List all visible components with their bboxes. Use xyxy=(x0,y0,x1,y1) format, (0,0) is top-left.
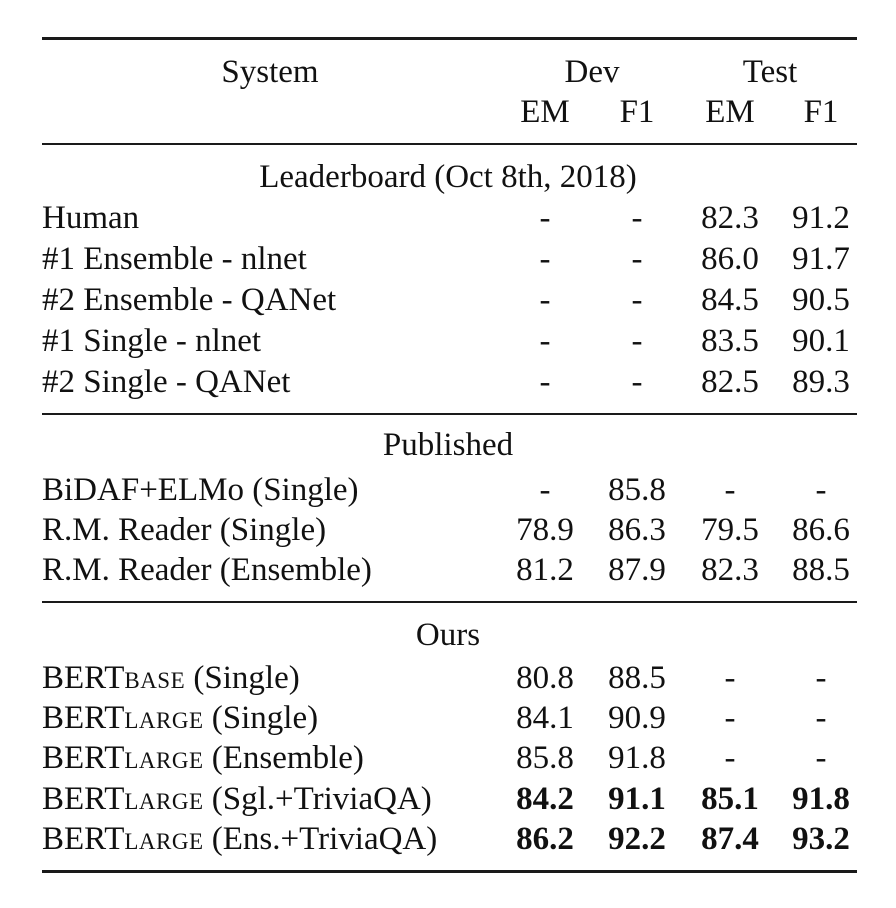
test-f1-value: 90.5 xyxy=(792,282,850,318)
model-size-subscript: LARGE xyxy=(124,708,204,733)
dev-f1-value: 92.2 xyxy=(608,821,666,857)
system-name: #1 Single - nlnet xyxy=(42,323,262,359)
test-f1-value: 86.6 xyxy=(792,512,850,548)
test-em-value: - xyxy=(724,740,736,776)
header-test: Test xyxy=(742,54,798,90)
test-em-value: - xyxy=(724,472,736,508)
dev-em-value: 86.2 xyxy=(516,821,574,857)
dev-f1-value: 88.5 xyxy=(608,660,666,696)
test-em-value: 82.5 xyxy=(701,364,759,400)
test-f1-value: 90.1 xyxy=(792,323,850,359)
test-em-value: 82.3 xyxy=(701,200,759,236)
dev-f1-value: 91.8 xyxy=(608,740,666,776)
header-rule xyxy=(42,143,857,145)
dev-f1-value: 91.1 xyxy=(608,781,666,817)
system-name xyxy=(42,738,364,781)
model-size-subscript: LARGE xyxy=(124,748,204,773)
test-em-value: 84.5 xyxy=(701,282,759,318)
model-variant: (Sgl.+TriviaQA) xyxy=(203,781,432,817)
system-name: #1 Ensemble - nlnet xyxy=(42,241,307,277)
model-variant: (Single) xyxy=(185,660,300,696)
test-em-value: 85.1 xyxy=(701,781,759,817)
model-base-name: BERT xyxy=(42,821,125,857)
header-test-em: EM xyxy=(705,94,755,130)
dev-f1-value: - xyxy=(631,282,643,318)
test-em-value: 82.3 xyxy=(701,552,759,588)
model-size-subscript: LARGE xyxy=(124,789,204,814)
header-system: System xyxy=(221,54,319,90)
dev-f1-value: - xyxy=(631,241,643,277)
test-em-value: 79.5 xyxy=(701,512,759,548)
system-name: BiDAF+ELMo (Single) xyxy=(42,472,359,508)
test-f1-value: - xyxy=(815,660,827,696)
test-em-value: 83.5 xyxy=(701,323,759,359)
dev-em-value: - xyxy=(539,472,551,508)
test-f1-value: 88.5 xyxy=(792,552,850,588)
header-dev: Dev xyxy=(564,54,620,90)
system-name xyxy=(42,658,300,701)
system-name: #2 Ensemble - QANet xyxy=(42,282,337,318)
system-name: #2 Single - QANet xyxy=(42,364,291,400)
section-title: Ours xyxy=(415,617,481,653)
system-name xyxy=(42,698,318,741)
test-f1-value: 91.8 xyxy=(792,781,850,817)
model-variant: (Ensemble) xyxy=(203,740,364,776)
section-rule xyxy=(42,413,857,415)
dev-em-value: 81.2 xyxy=(516,552,574,588)
dev-em-value: - xyxy=(539,282,551,318)
model-variant: (Single) xyxy=(203,700,319,736)
dev-em-value: - xyxy=(539,200,551,236)
dev-em-value: - xyxy=(539,364,551,400)
system-name: Human xyxy=(42,200,140,236)
system-name: R.M. Reader (Ensemble) xyxy=(42,552,372,588)
dev-f1-value: 86.3 xyxy=(608,512,666,548)
section-title: Published xyxy=(382,427,514,463)
test-em-value: - xyxy=(724,700,736,736)
test-em-value: - xyxy=(724,660,736,696)
test-f1-value: - xyxy=(815,700,827,736)
model-base-name: BERT xyxy=(42,740,125,776)
test-f1-value: 89.3 xyxy=(792,364,850,400)
model-base-name: BERT xyxy=(42,700,125,736)
header-dev-em: EM xyxy=(520,94,570,130)
test-f1-value: - xyxy=(815,740,827,776)
test-em-value: 87.4 xyxy=(701,821,759,857)
top-rule xyxy=(42,37,857,40)
dev-em-value: 78.9 xyxy=(516,512,574,548)
system-name xyxy=(42,779,432,822)
dev-f1-value: 87.9 xyxy=(608,552,666,588)
header-test-f1: F1 xyxy=(803,94,839,130)
test-em-value: 86.0 xyxy=(701,241,759,277)
dev-em-value: 85.8 xyxy=(516,740,574,776)
dev-em-value: - xyxy=(539,323,551,359)
model-size-subscript: BASE xyxy=(124,668,186,693)
dev-em-value: 84.1 xyxy=(516,700,574,736)
test-f1-value: - xyxy=(815,472,827,508)
system-name: R.M. Reader (Single) xyxy=(42,512,327,548)
dev-em-value: 84.2 xyxy=(516,781,574,817)
dev-em-value: - xyxy=(539,241,551,277)
test-f1-value: 91.2 xyxy=(792,200,850,236)
test-f1-value: 93.2 xyxy=(792,821,850,857)
model-size-subscript: LARGE xyxy=(124,829,204,854)
model-base-name: BERT xyxy=(42,781,125,817)
dev-f1-value: 90.9 xyxy=(608,700,666,736)
test-f1-value: 91.7 xyxy=(792,241,850,277)
header-dev-f1: F1 xyxy=(619,94,655,130)
dev-f1-value: 85.8 xyxy=(608,472,666,508)
system-name xyxy=(42,819,437,862)
model-base-name: BERT xyxy=(42,660,125,696)
section-rule xyxy=(42,601,857,603)
model-variant: (Ens.+TriviaQA) xyxy=(203,821,438,857)
bottom-rule xyxy=(42,870,857,873)
dev-em-value: 80.8 xyxy=(516,660,574,696)
dev-f1-value: - xyxy=(631,200,643,236)
dev-f1-value: - xyxy=(631,364,643,400)
dev-f1-value: - xyxy=(631,323,643,359)
section-title: Leaderboard (Oct 8th, 2018) xyxy=(259,159,637,195)
